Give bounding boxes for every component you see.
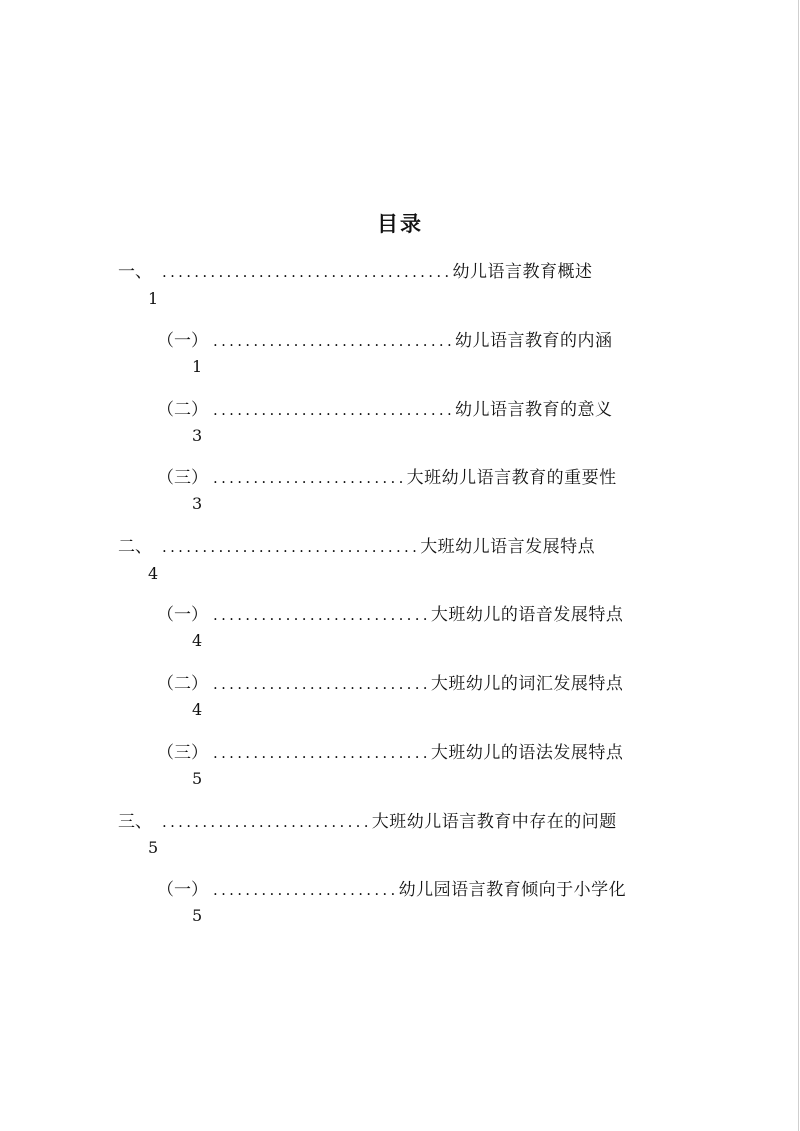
toc-entry-title: 大班幼儿的语法发展特点 [430,743,624,763]
toc-page-number: 5 [192,769,203,788]
toc-entry[interactable] [157,670,623,698]
toc-entry-title: 幼儿语言教育的内涵 [455,331,613,351]
toc-entry[interactable] [157,327,613,355]
toc-entry-title: 大班幼儿语言发展特点 [420,537,596,557]
toc-entry-number: （一） [157,331,208,351]
toc-entry-number: 三、 [118,812,152,832]
toc-entry-number: （一） [157,605,208,625]
toc-entry-title: 大班幼儿的语音发展特点 [430,605,624,625]
toc-leader-dots: .............................. [213,332,456,350]
toc-page-number: 5 [192,906,203,925]
toc-entry[interactable] [157,601,623,629]
toc-entry-title: 幼儿语言教育的意义 [455,400,613,420]
toc-leader-dots: ................................ [162,538,421,556]
toc-entry-title: 大班幼儿的词汇发展特点 [430,674,624,694]
toc-page-number: 4 [192,631,203,650]
toc-entry-number: 二、 [118,537,152,557]
toc-leader-dots: .......................... [162,813,372,831]
toc-page-number: 3 [192,494,203,513]
toc-leader-dots: .................................... [162,263,453,281]
toc-entry[interactable] [157,739,623,767]
toc-entry-number: （三） [157,743,208,763]
toc-entry-number: （二） [157,674,208,694]
toc-leader-dots: ....................... [213,881,399,899]
toc-page-number: 1 [148,289,159,308]
toc-leader-dots: ........................... [213,744,431,762]
toc-entry-number: 一、 [118,262,152,282]
toc-entry[interactable] [157,876,626,904]
toc-leader-dots: ........................... [213,606,431,624]
toc-entry[interactable] [118,258,592,286]
toc-entry[interactable] [157,464,617,492]
toc-page-number: 1 [192,357,203,376]
toc-leader-dots: .............................. [213,401,456,419]
toc-entry[interactable] [157,396,613,424]
toc-page-number: 5 [148,838,159,857]
toc-title: 目录 [377,212,423,236]
toc-entry-number: （一） [157,880,208,900]
toc-entry[interactable] [118,533,595,561]
toc-entry-title: 大班幼儿语言教育的重要性 [406,468,617,488]
toc-entry-title: 幼儿语言教育概述 [452,262,593,282]
toc-page-number: 4 [192,700,203,719]
toc-entry-number: （三） [157,468,208,488]
toc-entry-title: 幼儿园语言教育倾向于小学化 [398,880,627,900]
toc-entry-number: （二） [157,400,208,420]
toc-leader-dots: ........................ [213,469,407,487]
toc-leader-dots: ........................... [213,675,431,693]
toc-page-number: 3 [192,426,203,445]
toc-entry[interactable] [118,808,617,836]
toc-page-number: 4 [148,564,159,583]
toc-entry-title: 大班幼儿语言教育中存在的问题 [371,812,617,832]
